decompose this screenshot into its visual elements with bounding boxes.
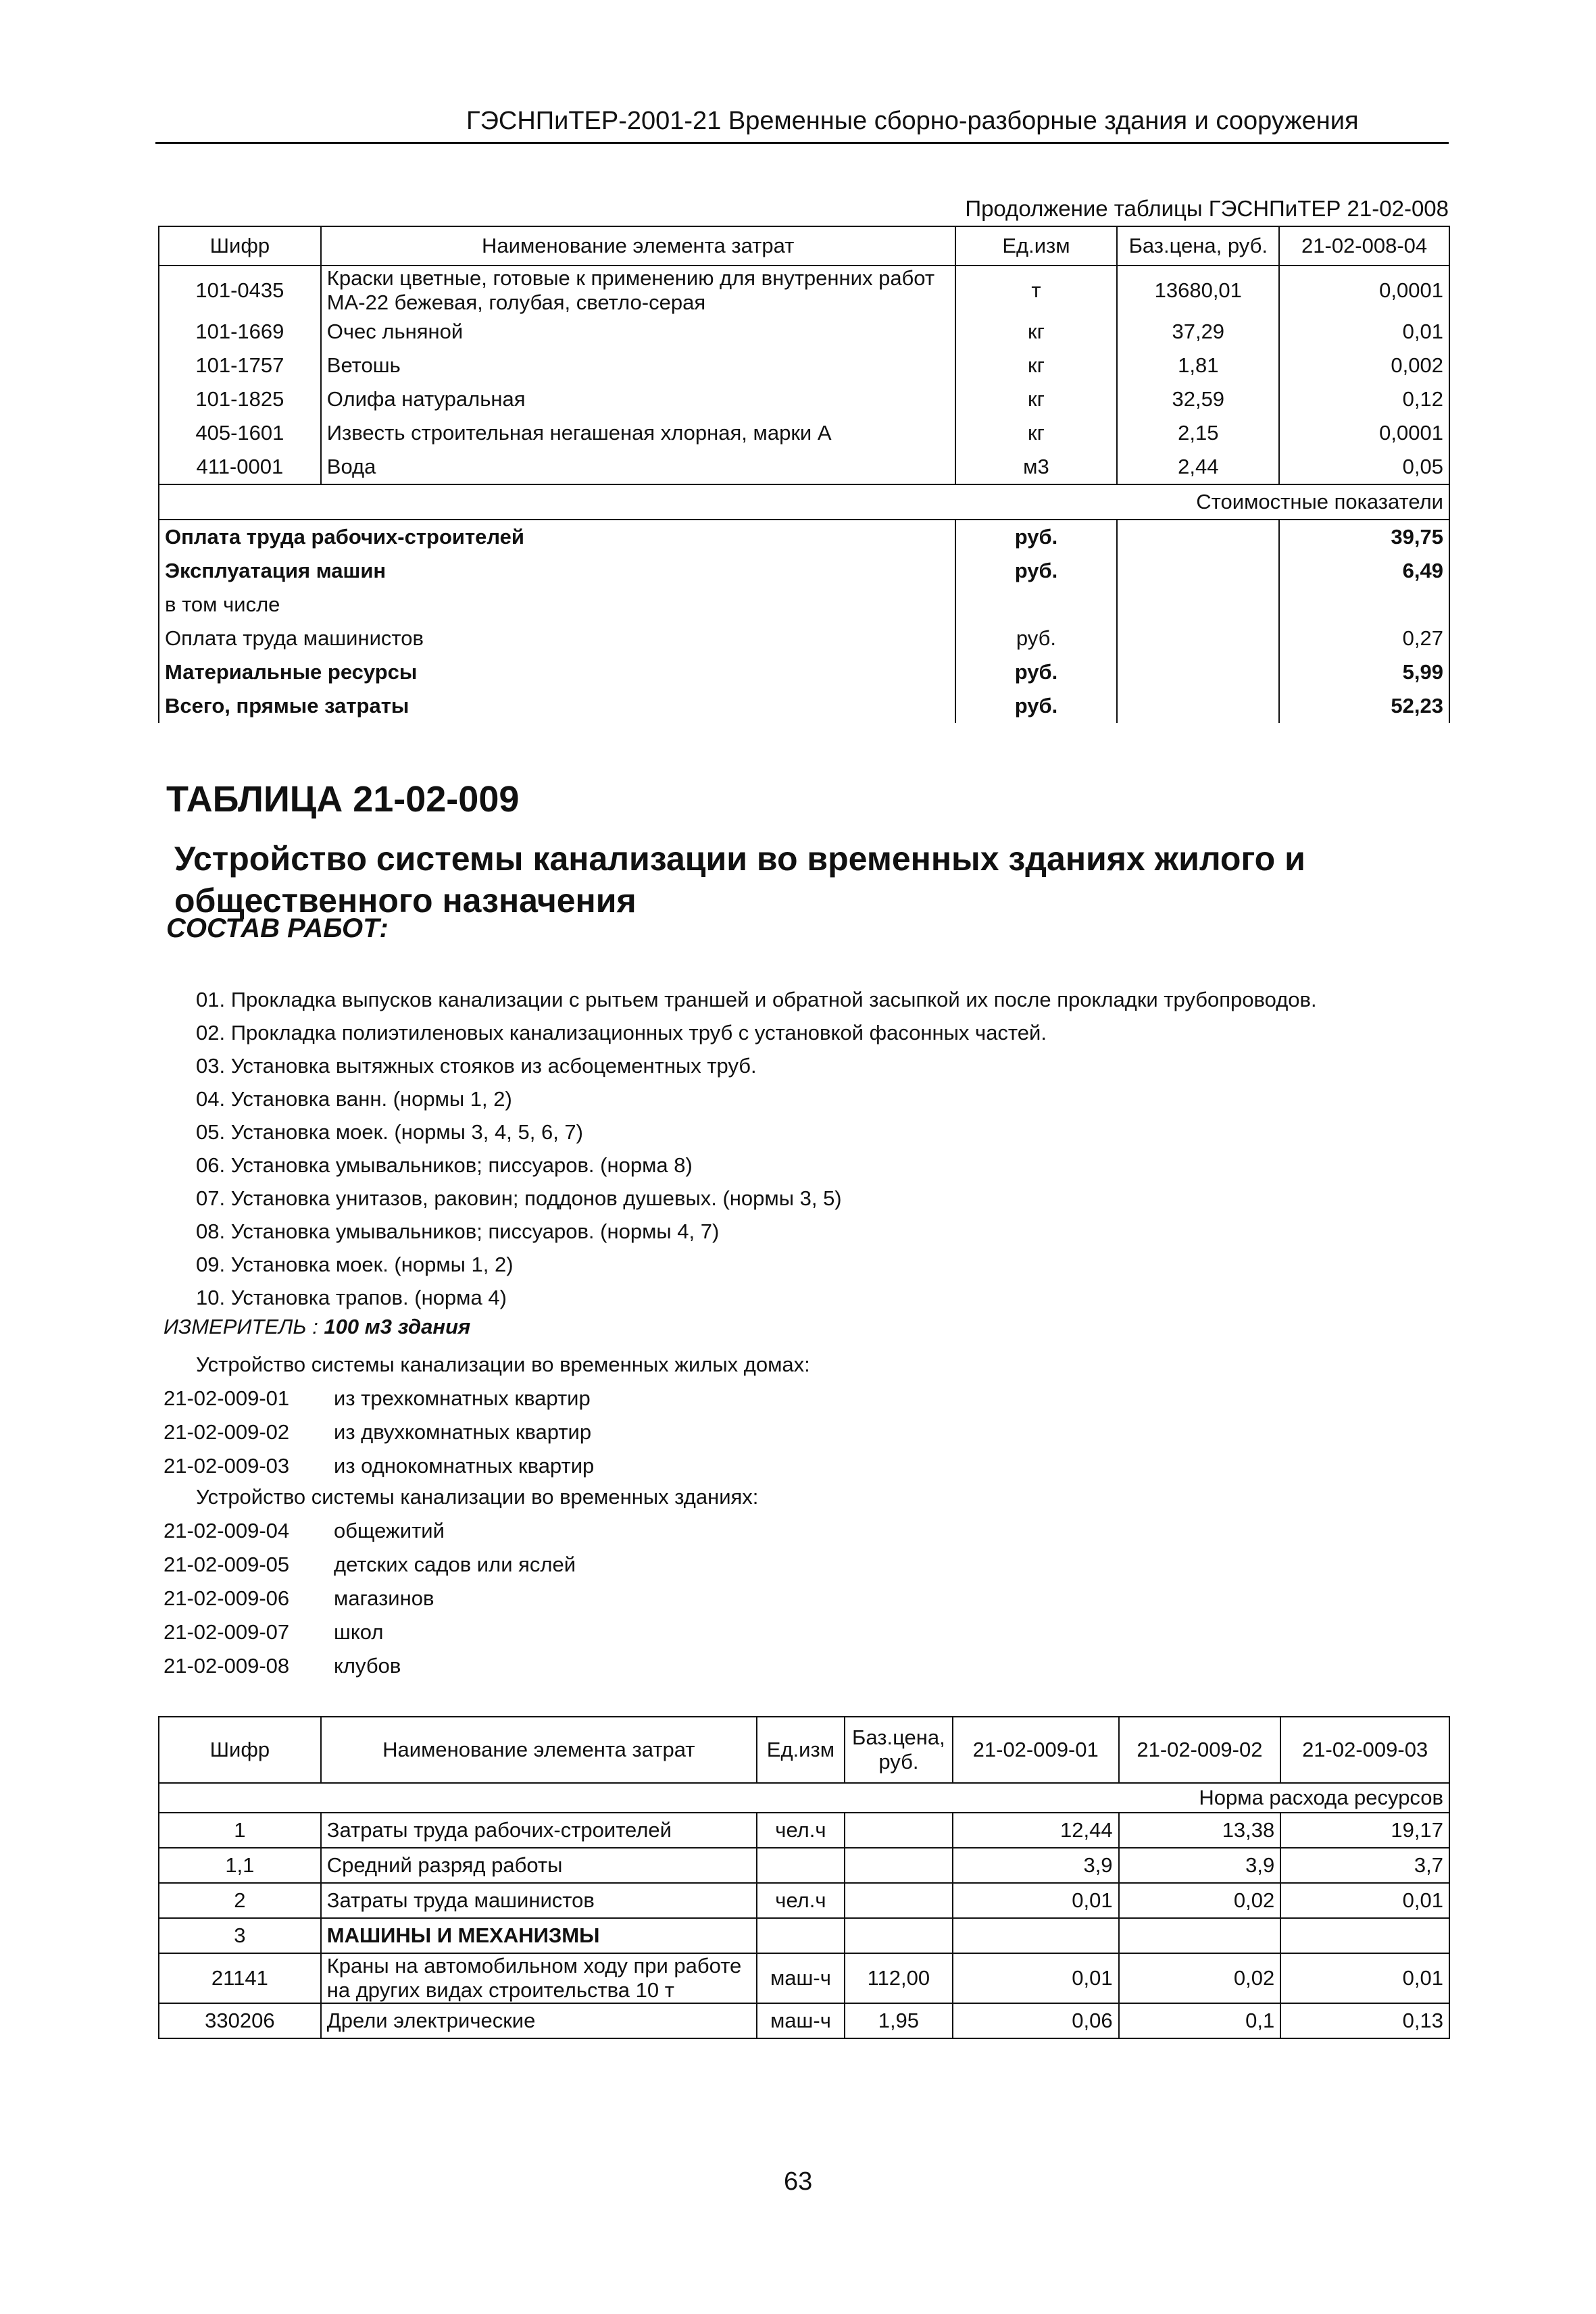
cell-unit xyxy=(757,1918,845,1953)
col-header: 21-02-009-02 xyxy=(1119,1717,1281,1783)
cell-price: 37,29 xyxy=(1117,315,1279,349)
cell-cost-name: Материальные ресурсы xyxy=(159,655,955,689)
cell-unit: чел.ч xyxy=(757,1883,845,1918)
norm-name: школ xyxy=(334,1620,384,1644)
cell-value: 0,01 xyxy=(1279,315,1449,349)
cost-row xyxy=(159,622,1449,655)
cell-name: Краны на автомобильном ходу при работе на других видах строительства 10 т xyxy=(321,1953,757,2003)
cell-price: 32,59 xyxy=(1117,382,1279,416)
cell-price xyxy=(845,1918,953,1953)
col-header: 21-02-008-04 xyxy=(1279,226,1449,266)
cell-value: 0,12 xyxy=(1279,382,1449,416)
cell-value: 0,0001 xyxy=(1279,266,1449,315)
cell-value-03: 3,7 xyxy=(1280,1848,1449,1883)
group2-title: Устройство системы канализации во временных зданиях: xyxy=(196,1485,759,1509)
cell-value-01: 3,9 xyxy=(953,1848,1119,1883)
cell-value-01: 0,01 xyxy=(953,1883,1119,1918)
cell-name: Известь строительная негашеная хлорная, марки А xyxy=(321,416,955,450)
cell-name: Краски цветные, готовые к применению для внутренних работ МА-22 бежевая, голубая, светло-серая xyxy=(321,266,955,315)
norm-name: детских садов или яслей xyxy=(334,1553,576,1576)
group2-list xyxy=(164,1519,974,1688)
cell-value-03 xyxy=(1280,1918,1449,1953)
works-list xyxy=(196,983,1317,1314)
cell-name: Олифа натуральная xyxy=(321,382,955,416)
cell-unit: м3 xyxy=(955,450,1118,484)
col-header: Баз.цена, руб. xyxy=(1117,226,1279,266)
cell-price xyxy=(845,1813,953,1848)
code-row xyxy=(164,1654,974,1688)
work-item: 05. Установка моек. (нормы 3, 4, 5, 6, 7) xyxy=(196,1120,583,1144)
resource-row xyxy=(159,1953,1449,2003)
material-row xyxy=(159,266,1449,315)
cell-cost-name: Оплата труда рабочих-строителей xyxy=(159,520,955,554)
cell-unit: кг xyxy=(955,315,1118,349)
norm-code: 21-02-009-08 xyxy=(164,1654,290,1678)
norm-name: из двухкомнатных квартир xyxy=(334,1420,592,1444)
norm-code: 21-02-009-01 xyxy=(164,1386,290,1410)
cell-code: 1 xyxy=(159,1813,321,1848)
cell-value-02: 0,1 xyxy=(1119,2003,1281,2038)
cell-value-03: 0,13 xyxy=(1280,2003,1449,2038)
col-header: Ед.изм xyxy=(757,1717,845,1783)
cell-code: 101-0435 xyxy=(159,266,321,315)
cell-code: 1,1 xyxy=(159,1848,321,1883)
cell-code: 101-1757 xyxy=(159,349,321,382)
resource-row xyxy=(159,1848,1449,1883)
cell-value-02: 3,9 xyxy=(1119,1848,1281,1883)
cell-name: Затраты труда рабочих-строителей xyxy=(321,1813,757,1848)
cell-cost-unit: руб. xyxy=(955,655,1118,689)
cell-value: 0,05 xyxy=(1279,450,1449,484)
table1-caption: Продолжение таблицы ГЭСНПиТЕР 21-02-008 xyxy=(965,196,1449,221)
cell-value-02 xyxy=(1119,1918,1281,1953)
cell-cost-value: 6,49 xyxy=(1279,554,1449,588)
cell-price xyxy=(845,1883,953,1918)
norm-name: клубов xyxy=(334,1654,401,1678)
cell-value-01 xyxy=(953,1918,1119,1953)
norm-code: 21-02-009-04 xyxy=(164,1519,290,1542)
cell-name: Средний разряд работы xyxy=(321,1848,757,1883)
cell-cost-unit: руб. xyxy=(955,520,1118,554)
cell-value-01: 0,06 xyxy=(953,2003,1119,2038)
cell-code: 2 xyxy=(159,1883,321,1918)
cost-row xyxy=(159,655,1449,689)
cell-unit: кг xyxy=(955,416,1118,450)
work-item: 03. Установка вытяжных стояков из асбоцементных труб. xyxy=(196,1054,757,1078)
work-item: 06. Установка умывальников; писсуаров. (норма 8) xyxy=(196,1153,693,1177)
cell-cost-unit: руб. xyxy=(955,689,1118,723)
code-row xyxy=(164,1420,974,1454)
table1-header-row xyxy=(159,226,1449,266)
table-21-02-009 xyxy=(158,1716,1450,2039)
cell-cost-price xyxy=(1117,689,1279,723)
cell-cost-price xyxy=(1117,520,1279,554)
table-21-02-008-continuation xyxy=(158,226,1450,723)
cell-cost-value: 0,27 xyxy=(1279,622,1449,655)
work-item: 09. Установка моек. (нормы 1, 2) xyxy=(196,1253,514,1276)
cell-name: МАШИНЫ И МЕХАНИЗМЫ xyxy=(321,1918,757,1953)
cell-code: 101-1669 xyxy=(159,315,321,349)
cell-unit: кг xyxy=(955,382,1118,416)
cell-cost-price xyxy=(1117,554,1279,588)
cost-row xyxy=(159,520,1449,554)
cell-name: Вода xyxy=(321,450,955,484)
group1-title: Устройство системы канализации во временных жилых домах: xyxy=(196,1353,810,1376)
cost-header: Стоимостные показатели xyxy=(159,484,1449,520)
cell-price: 13680,01 xyxy=(1117,266,1279,315)
work-item: 10. Установка трапов. (норма 4) xyxy=(196,1286,507,1309)
material-row xyxy=(159,349,1449,382)
col-header: 21-02-009-01 xyxy=(953,1717,1119,1783)
work-item: 04. Установка ванн. (нормы 1, 2) xyxy=(196,1087,512,1111)
cell-value-01: 12,44 xyxy=(953,1813,1119,1848)
cell-code: 405-1601 xyxy=(159,416,321,450)
meter-value: 100 м3 здания xyxy=(324,1315,471,1338)
cell-unit xyxy=(757,1848,845,1883)
cell-value-03: 19,17 xyxy=(1280,1813,1449,1848)
code-row xyxy=(164,1620,974,1654)
cell-cost-name: Всего, прямые затраты xyxy=(159,689,955,723)
table-title: ТАБЛИЦА 21-02-009 xyxy=(166,779,520,820)
cell-cost-price xyxy=(1117,588,1279,622)
cell-unit: т xyxy=(955,266,1118,315)
cell-code: 101-1825 xyxy=(159,382,321,416)
norm-name: общежитий xyxy=(334,1519,445,1542)
norm-code: 21-02-009-07 xyxy=(164,1620,290,1644)
cell-price: 2,44 xyxy=(1117,450,1279,484)
work-item: 01. Прокладка выпусков канализации с рытьем траншей и обратной засыпкой их после прокладки трубопроводов. xyxy=(196,988,1317,1011)
cell-value-02: 0,02 xyxy=(1119,1883,1281,1918)
material-row xyxy=(159,450,1449,484)
cell-value-01: 0,01 xyxy=(953,1953,1119,2003)
norm-code: 21-02-009-03 xyxy=(164,1454,290,1478)
cell-cost-value xyxy=(1279,588,1449,622)
work-item: 02. Прокладка полиэтиленовых канализационных труб с установкой фасонных частей. xyxy=(196,1021,1047,1045)
norm-name: из однокомнатных квартир xyxy=(334,1454,595,1478)
cell-code: 330206 xyxy=(159,2003,321,2038)
cost-header-row xyxy=(159,484,1449,520)
col-header: Наименование элемента затрат xyxy=(321,1717,757,1783)
cell-cost-price xyxy=(1117,622,1279,655)
resource-row xyxy=(159,1918,1449,1953)
cell-value: 0,0001 xyxy=(1279,416,1449,450)
resource-row xyxy=(159,2003,1449,2038)
group1-list xyxy=(164,1386,974,1488)
col-header: Шифр xyxy=(159,226,321,266)
cell-cost-unit: руб. xyxy=(955,622,1118,655)
cell-cost-value: 39,75 xyxy=(1279,520,1449,554)
cost-row xyxy=(159,588,1449,622)
cell-price: 112,00 xyxy=(845,1953,953,2003)
norm-header: Норма расхода ресурсов xyxy=(159,1783,1449,1813)
material-row xyxy=(159,416,1449,450)
col-header: Баз.цена, руб. xyxy=(845,1717,953,1783)
table-subtitle: Устройство системы канализации во временных зданиях жилого и общественного назначения xyxy=(174,840,1305,920)
cell-value-02: 0,02 xyxy=(1119,1953,1281,2003)
cell-value: 0,002 xyxy=(1279,349,1449,382)
running-header: ГЭСНПиТЕР-2001-21 Временные сборно-разборные здания и сооружения xyxy=(466,107,1359,135)
cell-unit: маш-ч xyxy=(757,1953,845,2003)
cell-unit: маш-ч xyxy=(757,2003,845,2038)
work-item: 07. Установка унитазов, раковин; поддонов душевых. (нормы 3, 5) xyxy=(196,1186,842,1210)
cell-cost-name: Оплата труда машинистов xyxy=(159,622,955,655)
code-row xyxy=(164,1553,974,1586)
work-item: 08. Установка умывальников; писсуаров. (нормы 4, 7) xyxy=(196,1219,720,1243)
cell-value-03: 0,01 xyxy=(1280,1953,1449,2003)
meter-label: ИЗМЕРИТЕЛЬ : xyxy=(164,1315,318,1338)
material-row xyxy=(159,315,1449,349)
col-header: Шифр xyxy=(159,1717,321,1783)
code-row xyxy=(164,1586,974,1620)
cell-value-02: 13,38 xyxy=(1119,1813,1281,1848)
cell-name: Затраты труда машинистов xyxy=(321,1883,757,1918)
code-row xyxy=(164,1519,974,1553)
works-heading: СОСТАВ РАБОТ: xyxy=(166,913,389,943)
cell-cost-price xyxy=(1117,655,1279,689)
code-row xyxy=(164,1454,974,1488)
cell-name: Ветошь xyxy=(321,349,955,382)
cell-unit: чел.ч xyxy=(757,1813,845,1848)
material-row xyxy=(159,382,1449,416)
col-header: 21-02-009-03 xyxy=(1280,1717,1449,1783)
cell-price xyxy=(845,1848,953,1883)
cell-cost-unit xyxy=(955,588,1118,622)
norm-code: 21-02-009-02 xyxy=(164,1420,290,1444)
col-header: Ед.изм xyxy=(955,226,1118,266)
cell-cost-name: в том числе xyxy=(159,588,955,622)
cell-value-03: 0,01 xyxy=(1280,1883,1449,1918)
cell-price: 2,15 xyxy=(1117,416,1279,450)
header-rule xyxy=(155,142,1449,144)
cell-price: 1,81 xyxy=(1117,349,1279,382)
cell-cost-value: 5,99 xyxy=(1279,655,1449,689)
cell-cost-unit: руб. xyxy=(955,554,1118,588)
cell-code: 21141 xyxy=(159,1953,321,2003)
table2-header-row xyxy=(159,1717,1449,1783)
cell-code: 3 xyxy=(159,1918,321,1953)
cost-row xyxy=(159,689,1449,723)
col-header: Наименование элемента затрат xyxy=(321,226,955,266)
norm-code: 21-02-009-05 xyxy=(164,1553,290,1576)
cell-name: Дрели электрические xyxy=(321,2003,757,2038)
cell-unit: кг xyxy=(955,349,1118,382)
cell-cost-value: 52,23 xyxy=(1279,689,1449,723)
resource-row xyxy=(159,1813,1449,1848)
code-row xyxy=(164,1386,974,1420)
norm-header-row xyxy=(159,1783,1449,1813)
meter-line xyxy=(164,1315,470,1339)
cell-cost-name: Эксплуатация машин xyxy=(159,554,955,588)
cell-code: 411-0001 xyxy=(159,450,321,484)
cell-name: Очес льняной xyxy=(321,315,955,349)
norm-name: из трехкомнатных квартир xyxy=(334,1386,591,1410)
norm-name: магазинов xyxy=(334,1586,434,1610)
cost-row xyxy=(159,554,1449,588)
resource-row xyxy=(159,1883,1449,1918)
cell-price: 1,95 xyxy=(845,2003,953,2038)
page-number: 63 xyxy=(784,2167,813,2196)
norm-code: 21-02-009-06 xyxy=(164,1586,290,1610)
